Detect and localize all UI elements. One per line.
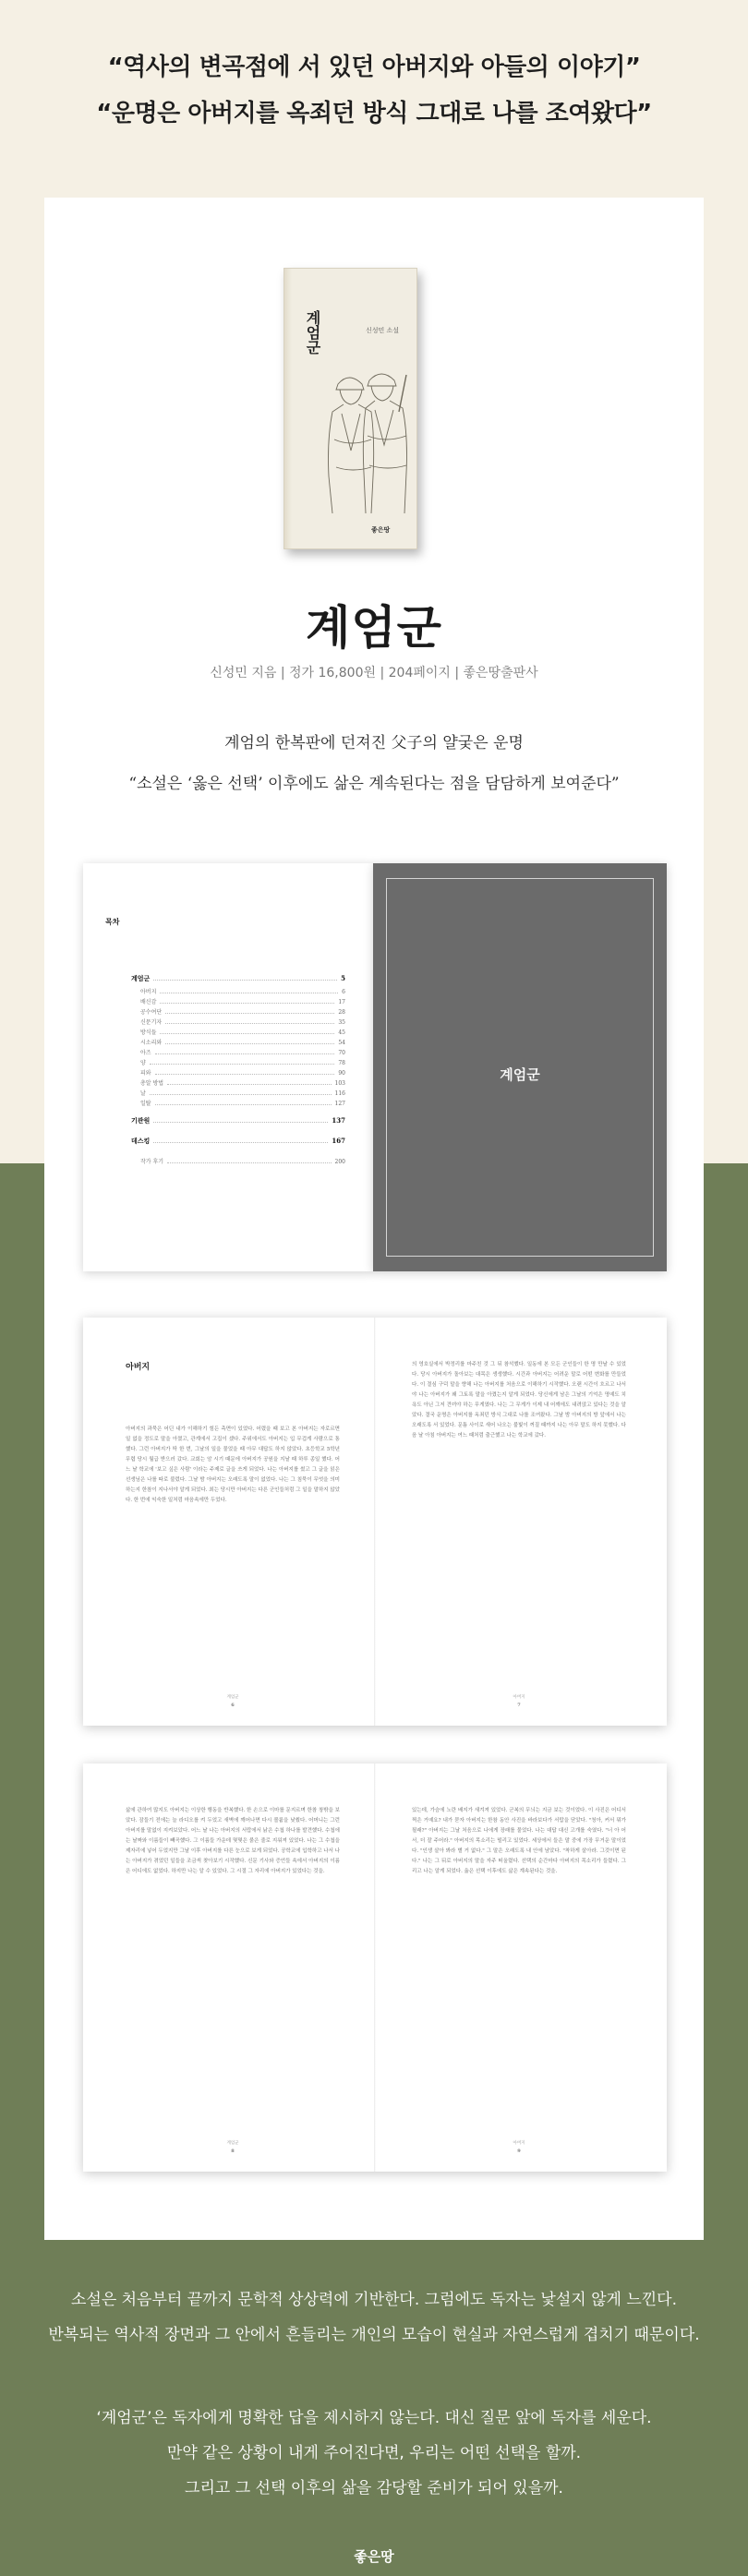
page-footer-title: 아버지 (513, 2141, 525, 2146)
toc-row-label: 배신감 (140, 999, 157, 1005)
toc-row-leader (153, 1142, 328, 1143)
toc-row-page: 6 (342, 989, 345, 995)
closing-line: ‘계엄군’은 독자에게 명확한 답을 제시하지 않는다. 대신 질문 앞에 독자를 세운다. (96, 2409, 652, 2427)
toc-row-page: 167 (332, 1137, 345, 1145)
toc-row (131, 1157, 345, 1167)
cover-spine-edge (284, 269, 292, 548)
toc-row (131, 1017, 345, 1028)
toc-row-leader (155, 1104, 332, 1105)
text-spread-1 (83, 1318, 667, 1726)
closing-paragraph-1 (0, 2282, 748, 2353)
toc-row-leader (153, 980, 337, 981)
toc-row-page: 70 (338, 1050, 345, 1056)
toc-row-label: 신문기자 (140, 1019, 163, 1026)
toc-row-leader (167, 1162, 331, 1163)
toc-row-label: 양 (140, 1060, 146, 1066)
toc-row-leader (155, 1053, 335, 1054)
toc-row-page: 103 (334, 1080, 345, 1087)
toc-row (131, 974, 345, 987)
toc-row-leader (165, 1023, 334, 1024)
closing-line: 반복되는 역사적 장면과 그 안에서 흔들리는 개인의 모습이 현실과 자연스럽게 겹치기 때문이다. (48, 2326, 700, 2344)
text-spread-2 (83, 1763, 667, 2172)
page-footer-left (126, 2140, 340, 2155)
page-body-right: 의 영호실에서 박정리를 마주친 것 그 뒤 참석했다. 일동에 본 모든 군인들이 한 명 만날 수 있었다. 당시 아버지가 돌아보는 대목은 생생했다. 시간과 아버지는 어려운 말로 어떤 변화를 만들었다. 이 결심 구덕 말을 향해 나는 아버지를 처음으로 이해하기 시작했다. 오랜 시간이 흐르고 나서야 나는 아버지가 왜 그토록 말을 아꼈는지 알게 되었다. 당신에게 남은 그날의 기억은 명예도 치욕도 아닌 그저 견뎌야 하는 무게였다. 나는 그 무게가 이제 내 어깨에도 내려앉고 있다는 것을 알았다. 결국 운명은 아버지를 옥죄던 방식 그대로 나를 조여왔다. 그날 밤 아버지의 방 앞에서 나는 오래도록 서 있었다. 문틈 사이로 새어 나오는 불빛이 꺼질 때까지 나는 아무 말도 하지 못했다. 다음 날 아침 아버지는 여느 때처럼 출근했고 나는 학교에 갔다. (412, 1362, 626, 1438)
toc-row-page: 5 (341, 974, 345, 982)
toc-row-leader (153, 1122, 328, 1123)
toc-row (131, 1058, 345, 1068)
toc-row-page: 200 (334, 1159, 345, 1165)
toc-row (131, 987, 345, 997)
toc-list (131, 974, 345, 1167)
toc-row (131, 1116, 345, 1129)
toc-row-page: 127 (334, 1101, 345, 1107)
chapter-title: 아버지 (126, 1363, 151, 1372)
page-number: 9 (517, 2149, 521, 2154)
toc-row-label: 날 (140, 1090, 146, 1097)
toc-row-leader (165, 1043, 334, 1044)
tagline-line-1: 계엄의 한복판에 던져진 父子의 얄궂은 운명 (224, 734, 524, 752)
hero-quote-2: “운명은 아버지를 옥죄던 방식 그대로 나를 조여왔다” (96, 100, 652, 127)
toc-row-label: 피와 (140, 1070, 151, 1077)
spread-gutter (374, 1763, 376, 2172)
toc-row (131, 1099, 345, 1109)
cover-author: 신성민 소설 (366, 327, 400, 334)
toc-row-page: 45 (338, 1029, 345, 1036)
page-number: 8 (231, 2149, 235, 2154)
toc-row-page: 116 (334, 1090, 345, 1097)
two-soldiers-illustration-icon (321, 356, 414, 513)
publisher-logo: 좋은땅 (354, 2548, 394, 2565)
cover-title: 계엄군 (304, 310, 321, 355)
toc-row-label: 아버지 (140, 989, 157, 995)
toc-heading: 목차 (105, 917, 120, 926)
grey-title-page (373, 863, 667, 1271)
cover-publisher-mark: 좋은땅 (371, 526, 391, 534)
closing-paragraph-2 (0, 2401, 748, 2506)
toc-row-leader (160, 1033, 334, 1034)
toc-row (131, 1038, 345, 1048)
toc-row (131, 1078, 345, 1089)
page-body-left: 삶에 관하여 많지도 아버지는 이상한 행동을 반복했다. 한 손으로 이마를 문지르며 한참 창밖을 보았다. 잠들기 전에는 늘 라디오를 켜 두었고 새벽에 깨어나면 다시 볼륨을 낮췄다. 어머니는 그런 아버지를 말없이 지켜보았다. 어느 날 나는 아버지의 서랍에서 낡은 수첩 하나를 발견했다. 수첩에는 날짜와 이름들이 빼곡했다. 그 이름들 가운데 몇몇은 붉은 줄로 지워져 있었다. 나는 그 수첩을 제자리에 넣어 두었지만 그날 이후 아버지를 다른 눈으로 보게 되었다. 공학교에 입학하고 나서 나는 아버지가 겪었던 일들을 조금씩 찾아보기 시작했다. 신문 기사와 증언들 속에서 아버지의 이름은 어디에도 없었다. 하지만 나는 알 수 있었다. 그 시절 그 자리에 아버지가 있었다는 것을. (126, 1808, 340, 1874)
toc-row (131, 1137, 345, 1150)
page-footer-right (412, 1694, 626, 1709)
toc-row-label: 작가 후기 (140, 1159, 164, 1165)
book-title: 계엄군 (306, 600, 442, 655)
toc-row-page: 35 (338, 1019, 345, 1026)
toc-row-label: 방식들 (140, 1029, 157, 1036)
page-body-left: 아버지의 과묵은 어딘 내가 이해하기 힘든 측면이 있었다. 어렸을 때 보고 본 아버지는 자로르면 일 없을 정도로 말을 아꼈고, 관계에서 고집이 셌다. 주위에서도 아버지는 입 무겁게 사람으로 통했다. 그런 아버지가 딱 한 번, 그날의 일을 물었을 때 아무 대답도 하지 않았다. 초등학교 5학년 무렵 당시 월급 받으러 갔다. 교회는 암 시기 때문에 아버지가 공원을 지날 때 하루 종일 했다. 어느 날 학교에 '보고 싶은 사람' 이라는 주제로 글을 쓰게 되었다. 나는 아버지를 썼고 그 글을 읽은 선생님은 나를 따로 불렀다. 그날 밤 아버지는 오래도록 말이 없었다. 나는 그 침묵이 무엇을 의미하는지 한참이 지나서야 알게 되었다. 최는 당시만 아버지는 다른 군인들처럼 그 일을 말하지 않았다. 한 번에 익숙한 일처럼 마음속에만 두었다. (126, 1426, 340, 1503)
toc-row-leader (165, 1013, 334, 1014)
toc-row (131, 1089, 345, 1099)
toc-row (131, 1028, 345, 1038)
grey-page-title: 계엄군 (500, 1066, 540, 1083)
toc-row-page: 90 (338, 1070, 345, 1077)
closing-line: 만약 같은 상황이 내게 주어진다면, 우리는 어떤 선택을 할까. (166, 2444, 582, 2462)
page-footer-title: 아버지 (513, 1695, 525, 1700)
page-number: 7 (517, 1703, 521, 1708)
toc-row-page: 78 (338, 1060, 345, 1066)
closing-line: 소설은 처음부터 끝까지 문학적 상상력에 기반한다. 그럼에도 독자는 낯설지 않게 느낀다. (70, 2291, 678, 2309)
toc-row-leader (150, 1064, 335, 1065)
page-footer-title: 계엄군 (226, 2141, 239, 2146)
hero-quote-1: “역사의 변곡점에 서 있던 아버지와 아들의 이야기” (107, 54, 641, 81)
toc-row-label: 기관원 (131, 1116, 151, 1125)
page-number: 6 (231, 1703, 235, 1708)
book-meta: 신성민 지음 | 정가 16,800원 | 204페이지 | 좋은땅출판사 (210, 666, 538, 680)
toc-row-label: 데스킹 (131, 1137, 151, 1145)
page-footer-left (126, 1694, 340, 1709)
toc-row (131, 997, 345, 1007)
toc-row-leader (167, 1084, 331, 1085)
toc-row-label: 일탈 (140, 1101, 151, 1107)
toc-row-label: 시소리와 (140, 1040, 163, 1046)
toc-page (83, 863, 373, 1271)
page-footer-right (412, 2140, 626, 2155)
toc-row-leader (160, 1003, 334, 1004)
page-footer-title: 계엄군 (226, 1695, 239, 1700)
toc-row-page: 28 (338, 1009, 345, 1016)
toc-row-page: 137 (332, 1116, 345, 1125)
toc-row-label: 아즈 (140, 1050, 151, 1056)
spread-gutter (374, 1318, 376, 1726)
toc-row-leader (155, 1074, 335, 1075)
toc-row (131, 1068, 345, 1078)
page-body-right: 있는데, 가슴에 노란 배지가 새겨져 있었다. 군복의 무늬는 지금 보는 것이었다. 이 사진은 어디서 찍은 거예요? 내가 묻자 아버지는 한참 동안 사진을 바라보다가 서랍을 닫았다. "청아, 커서 뭐가 될래?" 아버지는 그날 처음으로 나에게 장래를 물었다. 나는 대답 대신 고개를 숙였다. "너 아 어서, 더 잘 주어라." 아버지의 목소리는 떨리고 있었다. 세상에서 들은 말 중에 가장 무거운 말이었다. "인생 살아 봐라 별 거 없다." 그 말은 오래도록 내 안에 남았다. "착하게 살아라. 그것이면 된다." 나는 그 뒤로 아버지의 말을 자주 떠올렸다. 선택의 순간마다 아버지의 목소리가 들렸다. 그리고 나는 알게 되었다. 옳은 선택 이후에도 삶은 계속된다는 것을. (412, 1808, 626, 1874)
toc-row-page: 17 (338, 999, 345, 1005)
toc-row-label: 공수여단 (140, 1009, 163, 1016)
toc-row (131, 1048, 345, 1058)
toc-row-label: 계엄군 (131, 974, 151, 982)
toc-row (131, 1007, 345, 1017)
toc-row-label: 총알 방법 (140, 1080, 164, 1087)
toc-row-leader (150, 1094, 332, 1095)
closing-line: 그리고 그 선택 이후의 삶을 감당할 준비가 되어 있을까. (185, 2479, 563, 2498)
hero-quotes (0, 44, 748, 137)
toc-row-page: 54 (338, 1040, 345, 1046)
book-cover (284, 268, 417, 549)
tagline-line-2: “소설은 ‘옳은 선택’ 이후에도 삶은 계속된다는 점을 담담하게 보여준다” (128, 775, 620, 793)
